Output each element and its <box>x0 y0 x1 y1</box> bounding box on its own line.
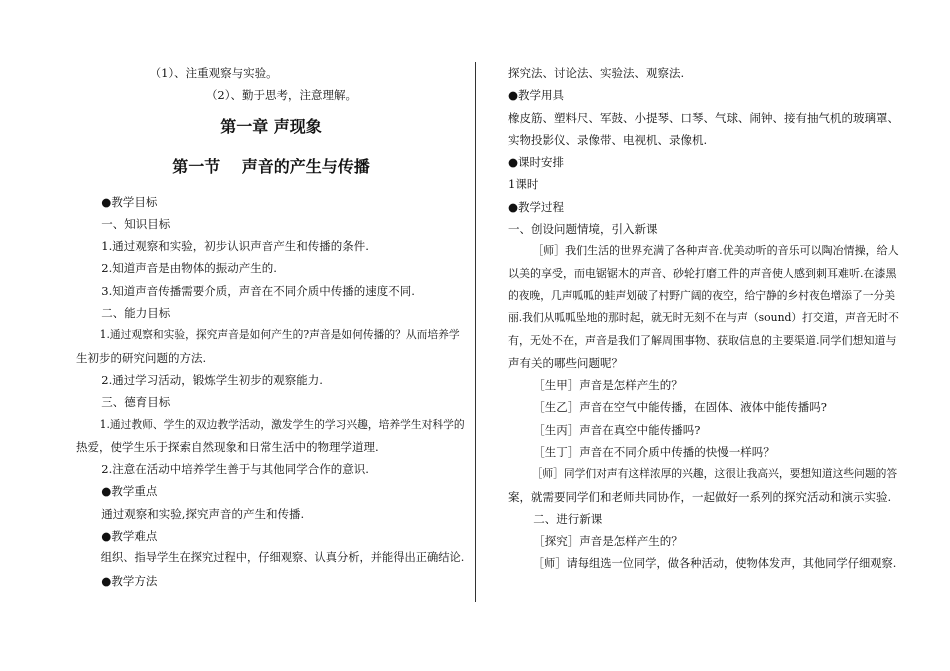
student-d-question: ［生丁］声音在不同介质中传播的快慢一样吗？ <box>533 445 775 460</box>
tools-line-2: 实物投影仪、录像带、电视机、录像机. <box>508 132 708 147</box>
teacher-intro-line-6: 声有关的哪些问题呢？ <box>508 355 623 370</box>
objective-item-1: （1）、注重观察与实验。 <box>149 66 278 80</box>
difficulty-text: 组织、指导学生在探究过程中，仔细观察、认真分析，并能得出正确结论. <box>100 551 465 565</box>
knowledge-goal-3: 3.知道声音传播需要介质，声音在不同介质中传播的速度不同. <box>101 283 415 298</box>
moral-goal-1-line-1: 1.通过教师、学生的双边教学活动，激发学生的学习兴趣，培养学生对科学的 <box>99 417 465 431</box>
schedule-text: 1课时 <box>508 177 539 192</box>
teacher-intro-line-3: 的夜晚，几声呱呱的蛙声划破了村野广阔的夜空，给宁静的乡村夜色增添了一分美 <box>508 288 896 302</box>
student-b-question: ［生乙］声音在空气中能传播，在固体、液体中能传播吗? <box>533 400 827 415</box>
ability-goal-1-line-2: 生初步的研究问题的方法. <box>76 350 207 365</box>
moral-goal-1-line-2: 热爱，使学生乐于探索自然现象和日常生活中的物理学道理. <box>76 439 379 454</box>
chapter-title: 第一章 声现象 <box>220 116 322 136</box>
teacher-response-line-2: 案，就需要同学们和老师共同协作，一起做好一系列的探究活动和演示实验. <box>508 489 892 504</box>
goals-heading: ●教学目标 <box>101 194 158 209</box>
method-text: 探究法、讨论法、实验法、观察法. <box>508 66 685 80</box>
teacher-response-line-1: ［师］同学们对声有这样浓厚的兴趣，这很让我高兴，要想知道这些问题的答 <box>531 467 898 481</box>
teacher-intro-line-5: 有，无处不在，声音是我们了解周围事物、获取信息的主要渠道.同学们想知道与 <box>508 333 897 347</box>
teacher-instruction: ［师］请每组选一位同学，做各种活动，使物体发声，其他同学仔细观察. <box>532 556 897 570</box>
moral-goals-heading: 三、德育目标 <box>101 395 171 410</box>
left-column <box>76 62 466 592</box>
teacher-intro-line-2: 以美的享受，而电锯锯木的声音、砂轮打磨工件的声音使人感到刺耳难听.在漆黑 <box>508 266 897 280</box>
knowledge-goal-1: 1.通过观察和实验，初步认识声音产生和传播的条件. <box>101 239 369 254</box>
key-points-text: 通过观察和实验,探究声音的产生和传播. <box>101 506 305 521</box>
section-title: 第一节 声音的产生与传播 <box>172 156 370 176</box>
ability-goal-1-line-1: 1.通过观察和实验，探究声音是如何产生的?声音是如何传播的？从而培养学 <box>99 328 460 342</box>
key-points-heading: ●教学重点 <box>101 484 158 499</box>
ability-goal-2: 2.通过学习活动，锻炼学生初步的观察能力. <box>101 372 323 387</box>
difficulty-heading: ●教学难点 <box>101 529 158 544</box>
ability-goals-heading: 二、能力目标 <box>101 306 171 321</box>
process-heading: ●教学过程 <box>508 199 565 214</box>
step-2-heading: 二、进行新课 <box>533 511 603 526</box>
student-a-question: ［生甲］声音是怎样产生的？ <box>533 378 683 393</box>
right-column <box>508 62 898 575</box>
student-c-question: ［生丙］声音在真空中能传播吗? <box>533 422 701 437</box>
objective-item-2: （2）、勤于思考，注意理解。 <box>205 88 358 103</box>
inquiry-question: ［探究］声音是怎样产生的？ <box>533 534 683 549</box>
column-divider <box>475 62 476 602</box>
method-heading: ●教学方法 <box>101 573 158 588</box>
tools-heading: ●教学用具 <box>508 88 565 103</box>
tools-line-1: 橡皮筋、塑料尺、军鼓、小提琴、口琴、气球、闹钟、接有抽气机的玻璃罩、 <box>508 110 899 125</box>
teacher-intro-line-4: 丽.我们从呱呱坠地的那时起，就无时无刻不在与声（sound）打交道，声音无时不 <box>508 311 899 325</box>
moral-goal-2: 2.注意在活动中培养学生善于与其他同学合作的意识. <box>101 462 369 477</box>
knowledge-goal-2: 2.知道声音是由物体的振动产生的. <box>101 261 277 276</box>
knowledge-goals-heading: 一、知识目标 <box>101 216 171 231</box>
step-1-heading: 一、创设问题情境，引入新课 <box>508 222 658 237</box>
schedule-heading: ●课时安排 <box>508 155 565 170</box>
teacher-intro-line-1: ［师］我们生活的世界充满了各种声音.优美动听的音乐可以陶冶情操，给人 <box>532 244 899 258</box>
